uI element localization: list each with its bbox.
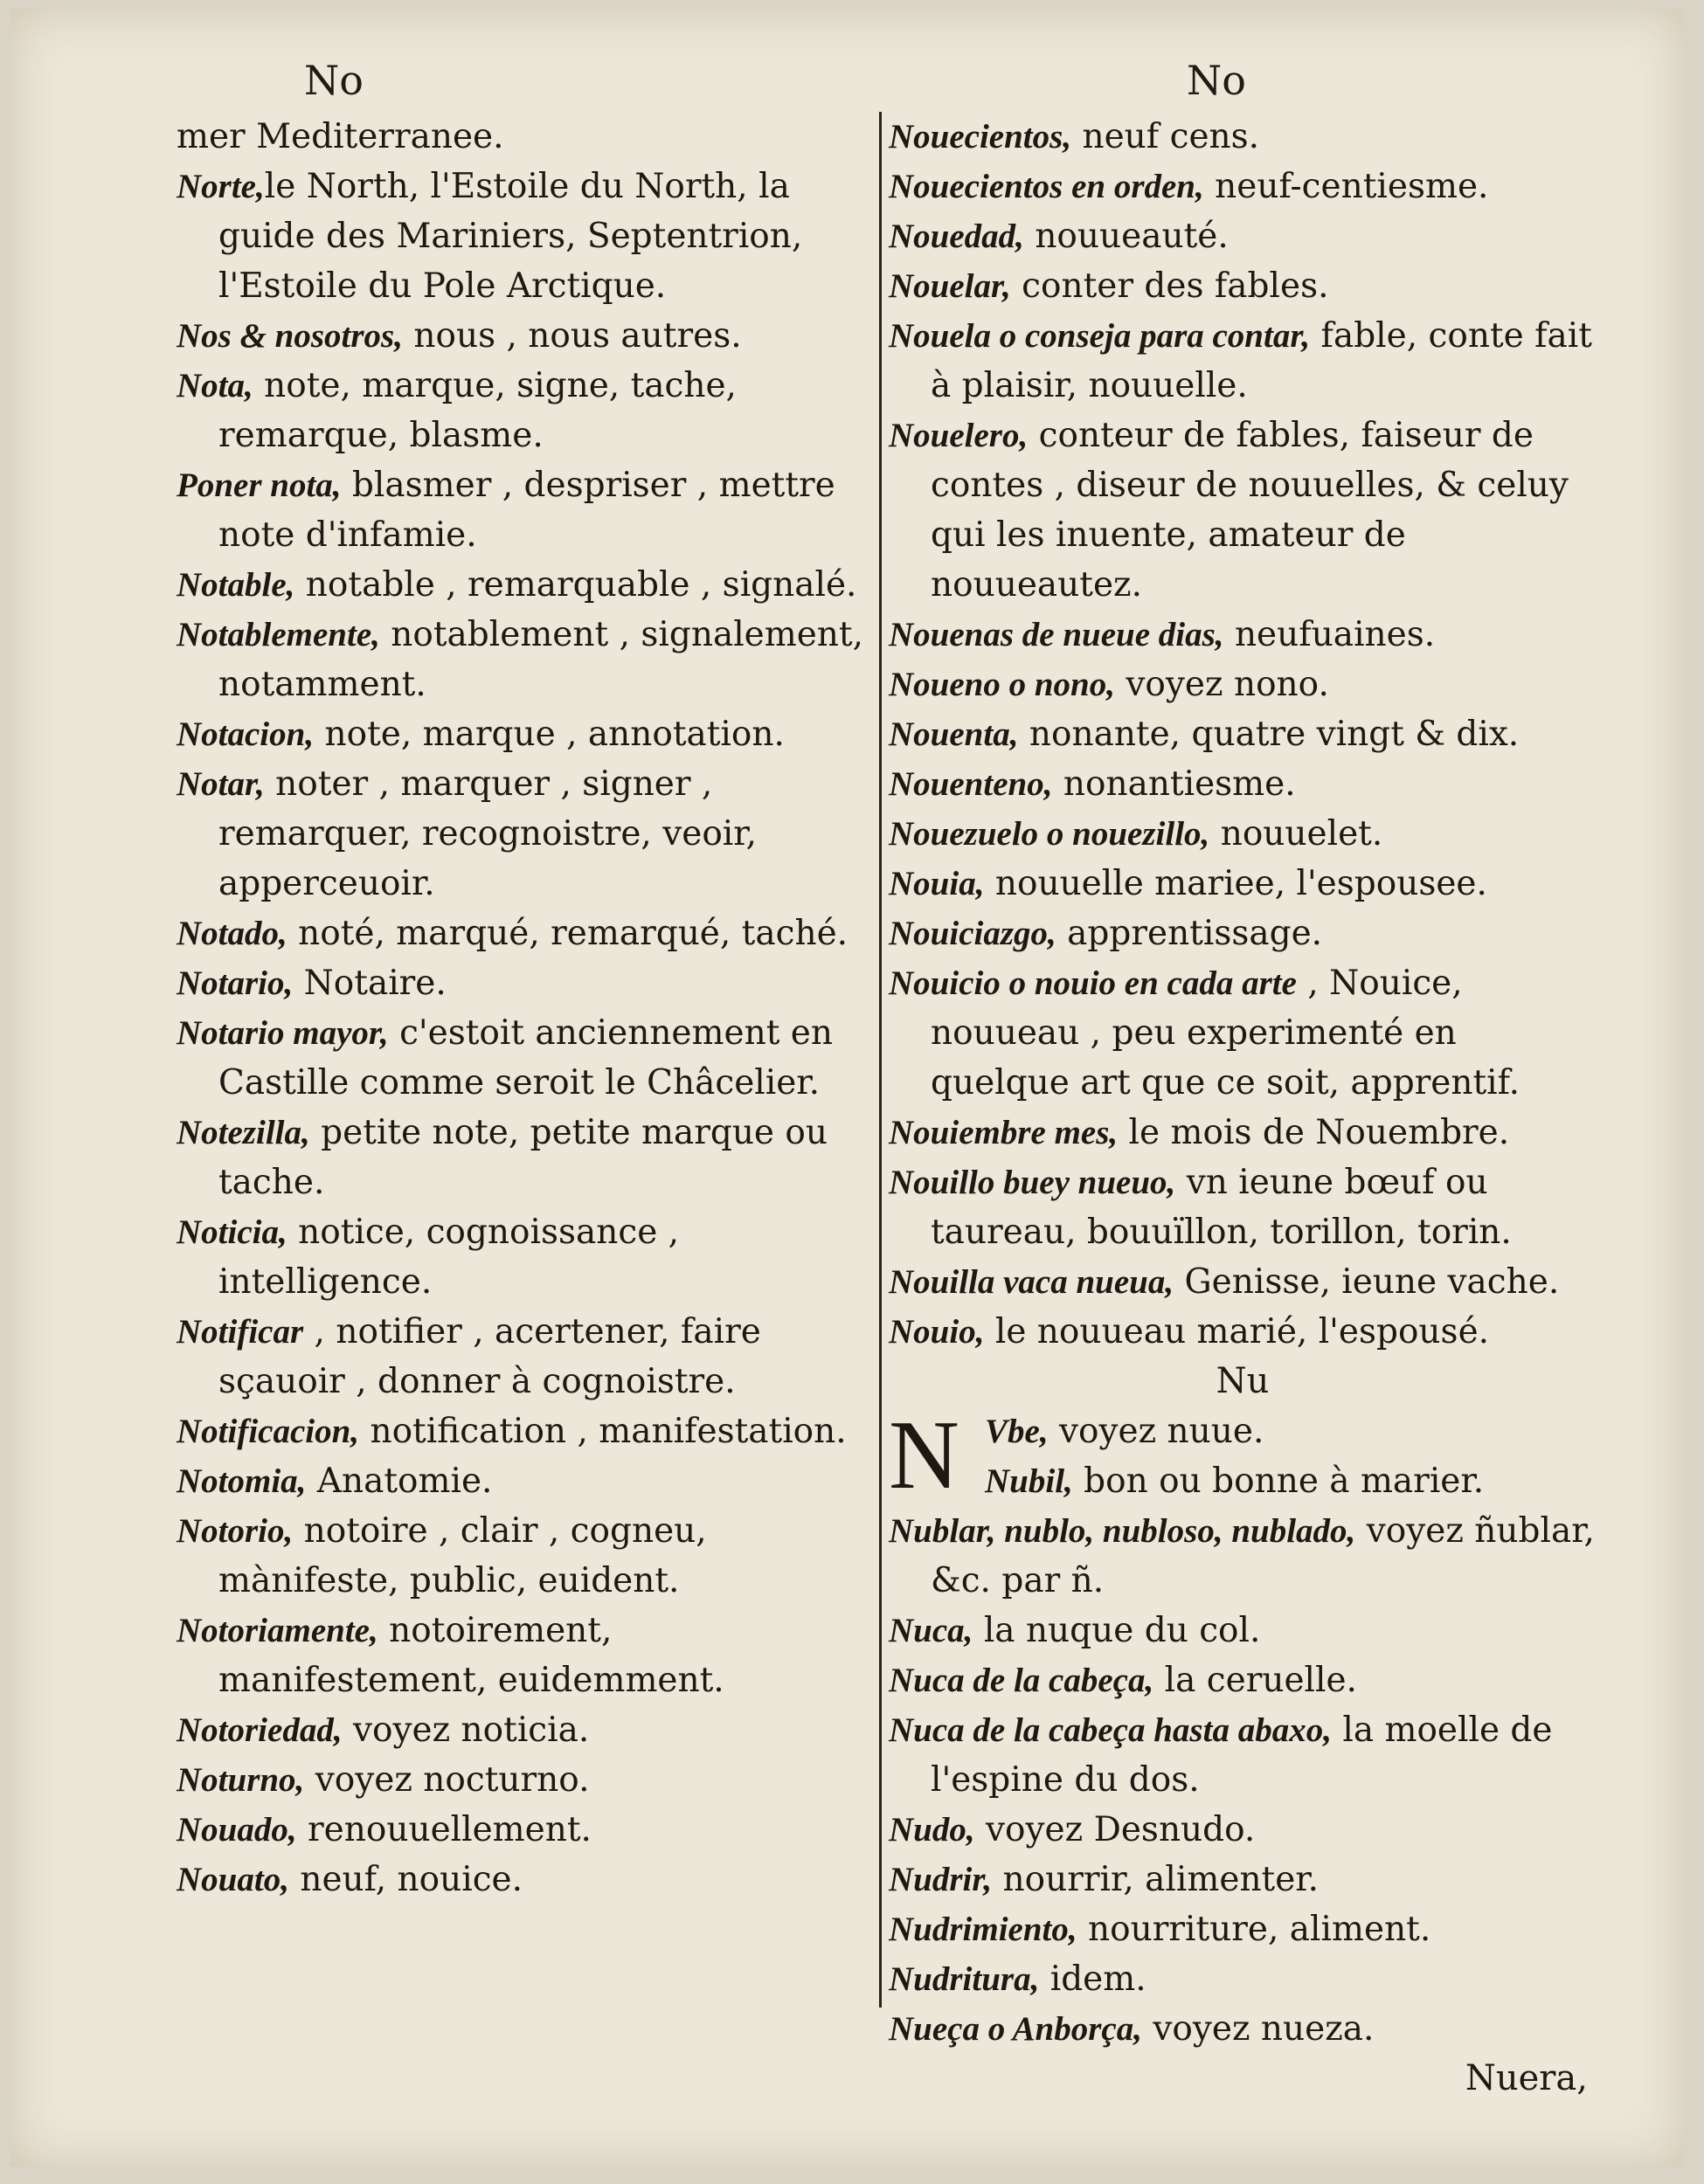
dictionary-entry — [889, 859, 1597, 909]
entry-definition: bon ou bonne à marier. — [1072, 1462, 1485, 1501]
left-column — [177, 112, 867, 1904]
dictionary-entry — [889, 1158, 1597, 1257]
dropcap-block — [889, 1401, 1597, 1510]
entry-definition: la ceruelle. — [1153, 1661, 1357, 1700]
entry-definition: nourrir, alimenter. — [992, 1860, 1320, 1899]
entry-definition: fable, conte fait à plaisir, nouuelle. — [931, 316, 1592, 405]
entry-term: Nouato, — [177, 1861, 289, 1898]
dictionary-entry — [889, 162, 1597, 211]
entry-definition: note, marque, signe, tache, remarque, blasme. — [218, 366, 737, 455]
dictionary-entry — [889, 261, 1597, 311]
entry-definition: le mois de Nouembre. — [1118, 1113, 1510, 1152]
entry-term: Notorio, — [177, 1512, 294, 1550]
entry-term: Poner nota, — [177, 467, 342, 504]
dictionary-entry — [889, 1606, 1597, 1655]
dictionary-entry — [889, 1257, 1597, 1307]
entry-term: Nouia, — [889, 865, 985, 902]
entry-definition: voyez nocturno. — [304, 1760, 590, 1800]
entry-term: Nouilla vaca nueua, — [889, 1263, 1174, 1301]
dictionary-entry — [889, 112, 1597, 162]
entry-term: Notomia, — [177, 1462, 307, 1500]
section-heading-nu: Nu — [1216, 1361, 1270, 1401]
dictionary-entry — [889, 610, 1597, 660]
entry-term: Nublar, nublo, nubloso, nublado, — [889, 1512, 1356, 1550]
dictionary-entry — [889, 1108, 1597, 1158]
entry-definition: notablement , signalement, notamment. — [218, 615, 863, 704]
entry-term: Nuca de la cabeça, — [889, 1662, 1154, 1699]
dictionary-entry — [177, 759, 867, 909]
entry-term: Nouelero, — [889, 417, 1029, 454]
entry-term: Nouela o conseja para contar, — [889, 317, 1311, 355]
entry-term: Notoriamente, — [177, 1612, 378, 1649]
dictionary-entry — [889, 660, 1597, 709]
dictionary-entry — [177, 1456, 867, 1506]
entry-definition: le North, l'Estoile du North, la guide des Mariniers, Septentrion, l'Estoile du Pole Arctique. — [218, 167, 803, 306]
entry-definition: nourriture, aliment. — [1077, 1910, 1431, 1949]
dictionary-entry — [889, 2004, 1597, 2054]
entry-definition: voyez Desnudo. — [974, 1810, 1256, 1849]
entry-term: Notificacion, — [177, 1413, 360, 1450]
dictionary-entry — [177, 709, 867, 759]
dictionary-entry — [889, 311, 1597, 411]
dictionary-entry — [177, 1606, 867, 1705]
entry-term: Nouicio o nouio en cada arte — [889, 964, 1297, 1002]
entry-definition: neuf-centiesme. — [1203, 167, 1489, 206]
entry-term: Nudritura, — [889, 1960, 1040, 1998]
entry-term: Nubil, — [985, 1462, 1073, 1500]
entry-term: Nouezuelo o nouezillo, — [889, 815, 1210, 853]
dictionary-entry — [889, 1506, 1597, 1606]
entry-term: Nouillo buey nueuo, — [889, 1164, 1176, 1201]
entry-definition: nous , nous autres. — [402, 316, 742, 356]
entry-term: Notar, — [177, 765, 265, 803]
entry-definition: voyez nuue. — [1048, 1412, 1264, 1451]
dictionary-entry — [889, 1904, 1597, 1954]
dictionary-entry — [177, 1755, 867, 1805]
dictionary-entry — [889, 1705, 1597, 1805]
entry-term: Nota, — [177, 367, 253, 404]
right-column — [889, 112, 1597, 2104]
dictionary-entry — [177, 610, 867, 709]
entry-definition: nonantiesme. — [1052, 764, 1296, 804]
entry-definition: idem. — [1039, 1959, 1146, 1999]
dictionary-entry — [985, 1456, 1597, 1506]
entry-term: Nuca de la cabeça hasta abaxo, — [889, 1711, 1332, 1749]
dictionary-entry — [889, 809, 1597, 859]
entry-term: Notacion, — [177, 715, 315, 753]
dictionary-entry — [889, 1805, 1597, 1855]
entry-definition: la moelle de l'espine du dos. — [931, 1711, 1553, 1800]
entry-definition: petite note, petite marque ou tache. — [218, 1113, 828, 1202]
entry-definition: neuf cens. — [1071, 117, 1260, 156]
dictionary-entry — [177, 1008, 867, 1108]
column-rule — [879, 112, 882, 2008]
entry-definition: notification , manifestation. — [359, 1412, 847, 1451]
entry-term: Nouelar, — [889, 267, 1011, 305]
entry-term: Nudrimiento, — [889, 1911, 1077, 1948]
dictionary-entry — [177, 560, 867, 610]
dictionary-entry — [889, 909, 1597, 958]
dictionary-entry — [889, 1954, 1597, 2004]
entry-definition: , notifier , acertener, faire sçauoir , donner à cognoistre. — [218, 1312, 761, 1401]
entry-term: Notario mayor, — [177, 1014, 389, 1052]
dictionary-page — [10, 9, 1684, 2167]
entry-definition: notice, cognoissance , intelligence. — [218, 1213, 680, 1302]
entry-definition: le nouueau marié, l'espousé. — [984, 1312, 1490, 1351]
dictionary-entry — [889, 1855, 1597, 1904]
entry-term: Nouado, — [177, 1811, 297, 1849]
entry-definition: vn ieune bœuf ou taureau, bouuïllon, torillon, torin. — [931, 1163, 1512, 1252]
dictionary-entry — [889, 759, 1597, 809]
dictionary-entry — [177, 361, 867, 460]
entry-definition: noter , marquer , signer , remarquer, recognoistre, veoir, apperceuoir. — [218, 764, 758, 903]
dictionary-entry — [177, 311, 867, 361]
entry-term: Nos & nosotros, — [177, 317, 403, 355]
entry-definition: Genisse, ieune vache. — [1174, 1262, 1560, 1302]
entry-term: Nouecientos, — [889, 118, 1072, 156]
entry-term: Vbe, — [985, 1413, 1049, 1450]
entry-definition: voyez ñublar, &c. par ñ. — [931, 1511, 1595, 1600]
dictionary-entry — [985, 1406, 1597, 1456]
dictionary-entry — [889, 1655, 1597, 1705]
entry-definition: Notaire. — [293, 964, 447, 1003]
entry-definition: voyez noticia. — [342, 1711, 590, 1750]
entry-definition: apprentissage. — [1056, 914, 1323, 953]
entry-term: Nouiembre mes, — [889, 1114, 1119, 1151]
entry-term: Norte, — [177, 168, 265, 205]
dictionary-entry — [177, 112, 867, 162]
entry-term: Notezilla, — [177, 1114, 310, 1151]
dictionary-entry — [889, 958, 1597, 1108]
entry-term: Notado, — [177, 915, 287, 952]
entry-definition: , Nouice, nouueau , peu experimenté en quelque art que ce soit, apprentif. — [931, 964, 1520, 1102]
dictionary-entry — [177, 958, 867, 1008]
entry-term: Nouecientos en orden, — [889, 168, 1204, 205]
entry-term: Nuca, — [889, 1612, 973, 1649]
entry-term: Nouenteno, — [889, 765, 1053, 803]
right-running-head: No — [1187, 57, 1246, 104]
dictionary-entry — [177, 1108, 867, 1207]
entry-definition: blasmer , despriser , mettre note d'infamie. — [218, 466, 835, 555]
entry-term: Nouenta, — [889, 715, 1019, 753]
entry-definition: note, marque , annotation. — [314, 715, 785, 754]
entry-term: Nouiciazgo, — [889, 915, 1056, 952]
dictionary-entry — [177, 1307, 867, 1406]
dictionary-entry — [889, 411, 1597, 610]
entry-term: Nudrir, — [889, 1861, 993, 1898]
entry-definition: noté, marqué, remarqué, taché. — [287, 914, 849, 953]
entry-term: Notoriedad, — [177, 1711, 343, 1749]
entry-term: Nouenas de nueue dias, — [889, 616, 1224, 653]
entry-term: Nudo, — [889, 1811, 975, 1849]
dictionary-entry — [177, 1855, 867, 1904]
left-running-head: No — [304, 57, 364, 104]
entry-definition: neufuaines. — [1223, 615, 1436, 654]
dictionary-entry — [889, 1307, 1597, 1357]
dictionary-entry — [177, 1207, 867, 1307]
entry-definition: neuf, nouice. — [288, 1860, 523, 1899]
entry-definition: renouuellement. — [296, 1810, 592, 1849]
dictionary-entry — [177, 909, 867, 958]
entry-term: Noueno o nono, — [889, 666, 1115, 703]
entry-definition: notable , remarquable , signalé. — [294, 565, 857, 605]
entry-term: Nueça o Anborça, — [889, 2010, 1142, 2048]
entry-term: Noticia, — [177, 1213, 287, 1251]
entry-definition: notoirement, manifestement, euidemment. — [218, 1611, 724, 1700]
entry-definition: conter des fables. — [1010, 266, 1329, 306]
dictionary-entry — [889, 211, 1597, 261]
dictionary-entry — [177, 1406, 867, 1456]
dropcap-letter: N — [889, 1401, 959, 1510]
entry-definition: voyez nono. — [1114, 665, 1329, 704]
entry-definition: nouuelle mariee, l'espousee. — [984, 864, 1487, 903]
dictionary-entry — [177, 1705, 867, 1755]
entry-term: Noturno, — [177, 1761, 305, 1799]
dictionary-entry — [177, 162, 867, 311]
entry-term: Nouedad, — [889, 218, 1024, 255]
entry-definition: conteur de fables, faiseur de contes , diseur de nouuelles, & celuy qui les inuente, amateur de nouueautez. — [931, 416, 1569, 605]
entry-definition: Anatomie. — [306, 1462, 493, 1501]
entry-term: Notario, — [177, 964, 294, 1002]
dictionary-entry — [889, 709, 1597, 759]
entry-term: Nouio, — [889, 1313, 985, 1351]
entry-term: Notificar — [177, 1313, 304, 1351]
entry-definition: la nuque du col. — [973, 1611, 1261, 1650]
catchword: Nuera, — [1465, 2058, 1588, 2098]
entry-definition: c'estoit anciennement en Castille comme seroit le Châcelier. — [218, 1013, 833, 1102]
entry-term: Notablemente, — [177, 616, 380, 653]
entry-definition: notoire , clair , cogneu, mànifeste, public, euident. — [218, 1511, 707, 1600]
dictionary-entry — [177, 1506, 867, 1606]
dictionary-entry — [177, 460, 867, 560]
entry-definition: nouuelet. — [1209, 814, 1383, 854]
entry-definition: mer Mediterranee. — [177, 117, 504, 156]
dictionary-entry — [177, 1805, 867, 1855]
entry-term: Notable, — [177, 566, 295, 604]
entry-definition: nouueauté. — [1023, 217, 1229, 256]
entry-definition: nonante, quatre vingt & dix. — [1018, 715, 1520, 754]
entry-definition: voyez nueza. — [1141, 2009, 1375, 2049]
